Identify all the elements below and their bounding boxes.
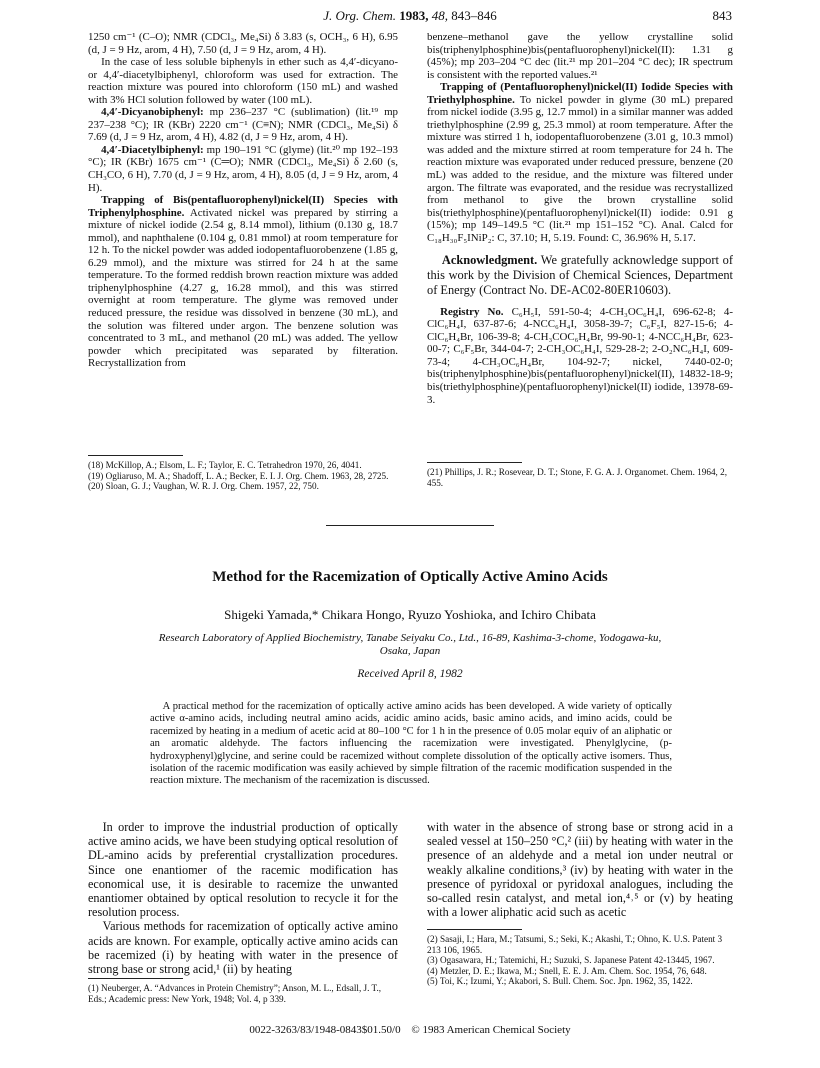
registry-text: C₆H₅I, 591-50-4; 4-CH₃OC₆H₄I, 696-62-8; 4-ClC₆H₄I, 637-87-6; 4-NCC₆H₄I, 3058-39-7; C₆F₅I, 827-15-6; 4-ClC₆H₄Br, 106-39-8; 4-CH₃COC₆H₄Br, 99-90-1; 4-NCC₆H₄Br, 623-00-7; C₆F₅Br, 344-04-7; 2-CH₃OC₆H₄I, 529-28-2; 2-O₂NC₆H₄I, 609-73-4; 4-CH₃OC₆H₄Br, 104-92-7; nickel, 7440-02-0; bis(triphenylphosphine)bis(pentafluorophenyl)nickel(II), 14832-18-9; bis(triethylphosphine)(pentafluorophenyl)nickel(II) iodide, 13978-69-3. [427, 305, 733, 406]
footnote: (4) Metzler, D. E.; Ikawa, M.; Snell, E. E. J. Am. Chem. Soc. 1954, 76, 648. [427, 965, 707, 976]
paragraph [88, 144, 398, 194]
paragraph [427, 81, 733, 244]
section-heading: Trapping of Bis(pentafluorophenyl)nickel(II) Species with Triphenylphosphine. [88, 194, 398, 219]
left-footnotes [88, 460, 398, 492]
acknowledgment [427, 253, 733, 297]
paragraph-text: To nickel powder in glyme (30 mL) prepared from nickel iodide (3.95 g, 12.7 mmol) in a similar manner was added triethylphosphine (2.99 g, 25.3 mmol) at room temperature. After the mixture was stirred 1 h, iodopentafluorobenzene (3.01 g, 10.3 mmol) was added and the mixture stirred at room temperature for 24 h. The reaction mixture was evaporated under reduced pressure, benzene (20 mL) was added to the residue, and the mixture was filtered under argon. The filtrate was evaporated, and the residue was recrystallized from methanol to give the brown crystalline solid bis(triethylphosphine)(pentafluorophenyl)nickel(II) iodide: 0.91 g (15%); mp 149–149.5 °C (lit.²¹ mp 151–152 °C). Anal. Calcd for C₁₈H₃₀F₅INiP₂: C, 37.10; H, 5.19. Found: C, 36.96% H, 5.17. [427, 93, 733, 244]
journal-citation [88, 8, 732, 24]
footnote: (19) Ogliaruso, M. A.; Shadoff, L. A.; Becker, E. I. J. Org. Chem. 1963, 28, 2725. [88, 470, 389, 481]
received-date: Received April 8, 1982 [357, 668, 463, 680]
intro-left-footnotes [88, 983, 398, 1004]
paragraph [88, 194, 398, 370]
paragraph-text: Activated nickel was prepared by stirring a mixture of nickel iodide (2.54 g, 8.14 mmol), lithium (0.130 g, 18.7 mmol), and naphthalene (0.104 g, 0.81 mmol) at room temperature for 12 h. To the nickel powder was added iodopentafluorobenzene (1.85 g, 6.29 mmol), and the mixture was stirred for 24 h at the same temperature. To the formed reddish brown reaction mixture was added triphenylphosphine (4.27 g, 16.28 mmol), and this was stirred overnight at room temperature. The glyme was removed under reduced pressure, the residue was dissolved in benzene (30 mL), and the solution was filtered under argon. The benzene solution was concentrated to 3 mL, and methanol (20 mL) was added. The yellow powder which precipitated was separated by filteration. Recrystallization from [88, 206, 398, 370]
footnote-rule [88, 455, 183, 456]
page-number: 843 [712, 8, 732, 23]
right-column-experimental [427, 31, 733, 406]
article-authors: Shigeki Yamada,* Chikara Hongo, Ryuzo Yoshioka, and Ichiro Chibata [224, 607, 596, 622]
paragraph: Various methods for racemization of optically active amino acids are known. For example, optically active amino acids can be racemized (i) by heating with water in the presence of strong base or strong acid,¹ (ii) by heating [88, 919, 398, 977]
registry-numbers [427, 306, 733, 406]
running-header [88, 8, 732, 26]
registry-heading: Registry No. [440, 305, 504, 318]
footnote-rule [88, 978, 183, 979]
abstract-text: A practical method for the racemization of optically active amino acids has been developed. A wide variety of optically active α-amino acids, including neutral amino acids, acidic amino acids, basic amino acids, and imino acids, could be racemized by heating in a medium of acetic acid at 80–100 °C for 1 h in the presence of 0.05 molar equiv of an aliphatic or an aromatic aldehyde. The factors influencing the racemization were investigated. Phenylglycine, (p-hydroxyphenyl)glycine, and serine could be racemized without complete dissolution of the optically active isomers. Thus, isolation of the racemic modification was easily achieved by simple filtration of the racemic modification suspended in the reaction mixture. The mechanism of the racemization is discussed. [150, 701, 672, 787]
paragraph: benzene–methanol gave the yellow crystalline solid bis(triphenylphosphine)bis(pentafluorophenyl)nickel(II): 1.31 g (45%); mp 203–204 °C dec (lit.²¹ mp 201–204 °C dec); IR spectrum is consistent with the reported values.²¹ [427, 31, 733, 81]
paragraph [88, 106, 398, 144]
footnote-rule [427, 929, 522, 930]
left-column-experimental [88, 31, 398, 370]
right-footnotes [427, 467, 733, 488]
abstract [150, 701, 672, 788]
intro-right-footnotes [427, 934, 733, 987]
paragraph: with water in the absence of strong base or strong acid in a sealed vessel at 150–250 °C,² (iii) by heating with water in the presence of an aldehyde and a metal ion under neutral or weakly alkaline conditions,³ (iv) by heating with water in the presence of pyridoxal or pyridoxal analogues, including the so-called resin catalyst, and metal ion,⁴˒⁵ or (v) by heating with a lower aliphatic acid such as acetic [427, 820, 733, 920]
acknowledgment-text: We gratefully acknowledge support of this work by the Division of Chemical Sciences, Department of Energy (Contract No. DE-AC02-80ER10603). [427, 253, 733, 297]
footnote: (2) Sasaji, I.; Hara, M.; Tatsumi, S.; Seki, K.; Akashi, T.; Ohno, K. U.S. Patent 3 213 106, 1965. [427, 934, 723, 955]
article-affiliation: Research Laboratory of Applied Biochemistry, Tanabe Seiyaku Co., Ltd., 16-89, Kashima-3-chome, Yodogawa-ku, Osaka, Japan [158, 632, 662, 657]
section-heading: Trapping of (Pentafluorophenyl)nickel(II) Iodide Species with Triethylphosphine. [427, 81, 733, 106]
paragraph: 1250 cm⁻¹ (C–O); NMR (CDCl₃, Me₄Si) δ 3.83 (s, OCH₃, 6 H), 6.95 (d, J = 9 Hz, arom, 4 H), 7.50 (d, J = 9 Hz, arom, 4 H). [88, 31, 398, 56]
article-separator [326, 525, 494, 526]
paragraph: In order to improve the industrial production of optically active amino acids, we have been studying optical resolution of DL-amino acids by preferential crystallization procedures. Since one enantiomer of the racemic modification has economical use, it is desirable to racemize the unwanted enantiomer obtained by optical resolution to recycle it for the resolution process. [88, 820, 398, 920]
paragraph-text: mp 236–237 °C (sublimation) (lit.¹⁹ mp 237–238 °C); IR (KBr) 2220 cm⁻¹ (C≡N); NMR (CDCl₃, Me₄Si) δ 7.69 (d, J = 9 Hz, arom, 4 H), 4.82 (d, J = 9 Hz, arom, 4 H). [88, 106, 398, 144]
footnote: (1) Neuberger, A. “Advances in Protein Chemistry”; Anson, M. L., Edsall, J. T., Eds.; Academic press: New York, 1948; Vol. 4, p 339. [88, 983, 382, 1004]
copyright: © 1983 American Chemical Society [411, 1024, 571, 1036]
intro-right-column [427, 820, 733, 919]
article-code: 0022-3263/83/1948-0843$01.50/0 [249, 1024, 401, 1036]
intro-left-column [88, 820, 398, 976]
footnote: (21) Phillips, J. R.; Rosevear, D. T.; Stone, F. G. A. J. Organomet. Chem. 1964, 2, 455. [427, 467, 728, 488]
footnote: (20) Sloan, G. J.; Vaughan, W. R. J. Org. Chem. 1957, 22, 750. [88, 481, 319, 492]
journal-volume: 48, [431, 8, 449, 23]
article-title: Method for the Racemization of Optically Active Amino Acids [212, 569, 608, 585]
compound-heading: 4,4′-Diacetylbiphenyl: [101, 143, 204, 156]
journal-year: 1983, [399, 8, 429, 23]
paragraph-text: mp 190–191 °C (glyme) (lit.²⁰ mp 192–193 °C); IR (KBr) 1675 cm⁻¹ (C═O); NMR (CDCl₃, Me₄Si) δ 2.60 (s, CH₃CO, 6 H), 7.70 (d, J = 9 Hz, arom, 4 H), 8.05 (d, J = 9 Hz, arom, 4 H). [88, 143, 398, 194]
footnote: (3) Ogasawara, H.; Tatemichi, H.; Suzuki, S. Japanese Patent 42-13445, 1967. [427, 955, 715, 966]
page-footer [88, 1024, 732, 1036]
compound-heading: 4,4′-Dicyanobiphenyl: [101, 106, 204, 119]
footnote: (5) Toi, K.; Izumi, Y.; Akabori, S. Bull. Chem. Soc. Jpn. 1962, 35, 1422. [427, 976, 693, 987]
footnote: (18) McKillop, A.; Elsom, L. F.; Taylor, E. C. Tetrahedron 1970, 26, 4041. [88, 460, 362, 470]
journal-pages: 843–846 [451, 8, 497, 23]
paragraph: In the case of less soluble biphenyls in ether such as 4,4′-dicyano- or 4,4′-diacetylbiphenyl, chloroform was used for extraction. The reaction mixture was poured into chloroform (150 mL) and washed with 3% HCl solution followed by water (100 mL). [88, 56, 398, 106]
journal-name: J. Org. Chem. [323, 8, 397, 23]
footnote-rule [427, 462, 522, 463]
acknowledgment-heading: Acknowledgment. [441, 253, 538, 268]
